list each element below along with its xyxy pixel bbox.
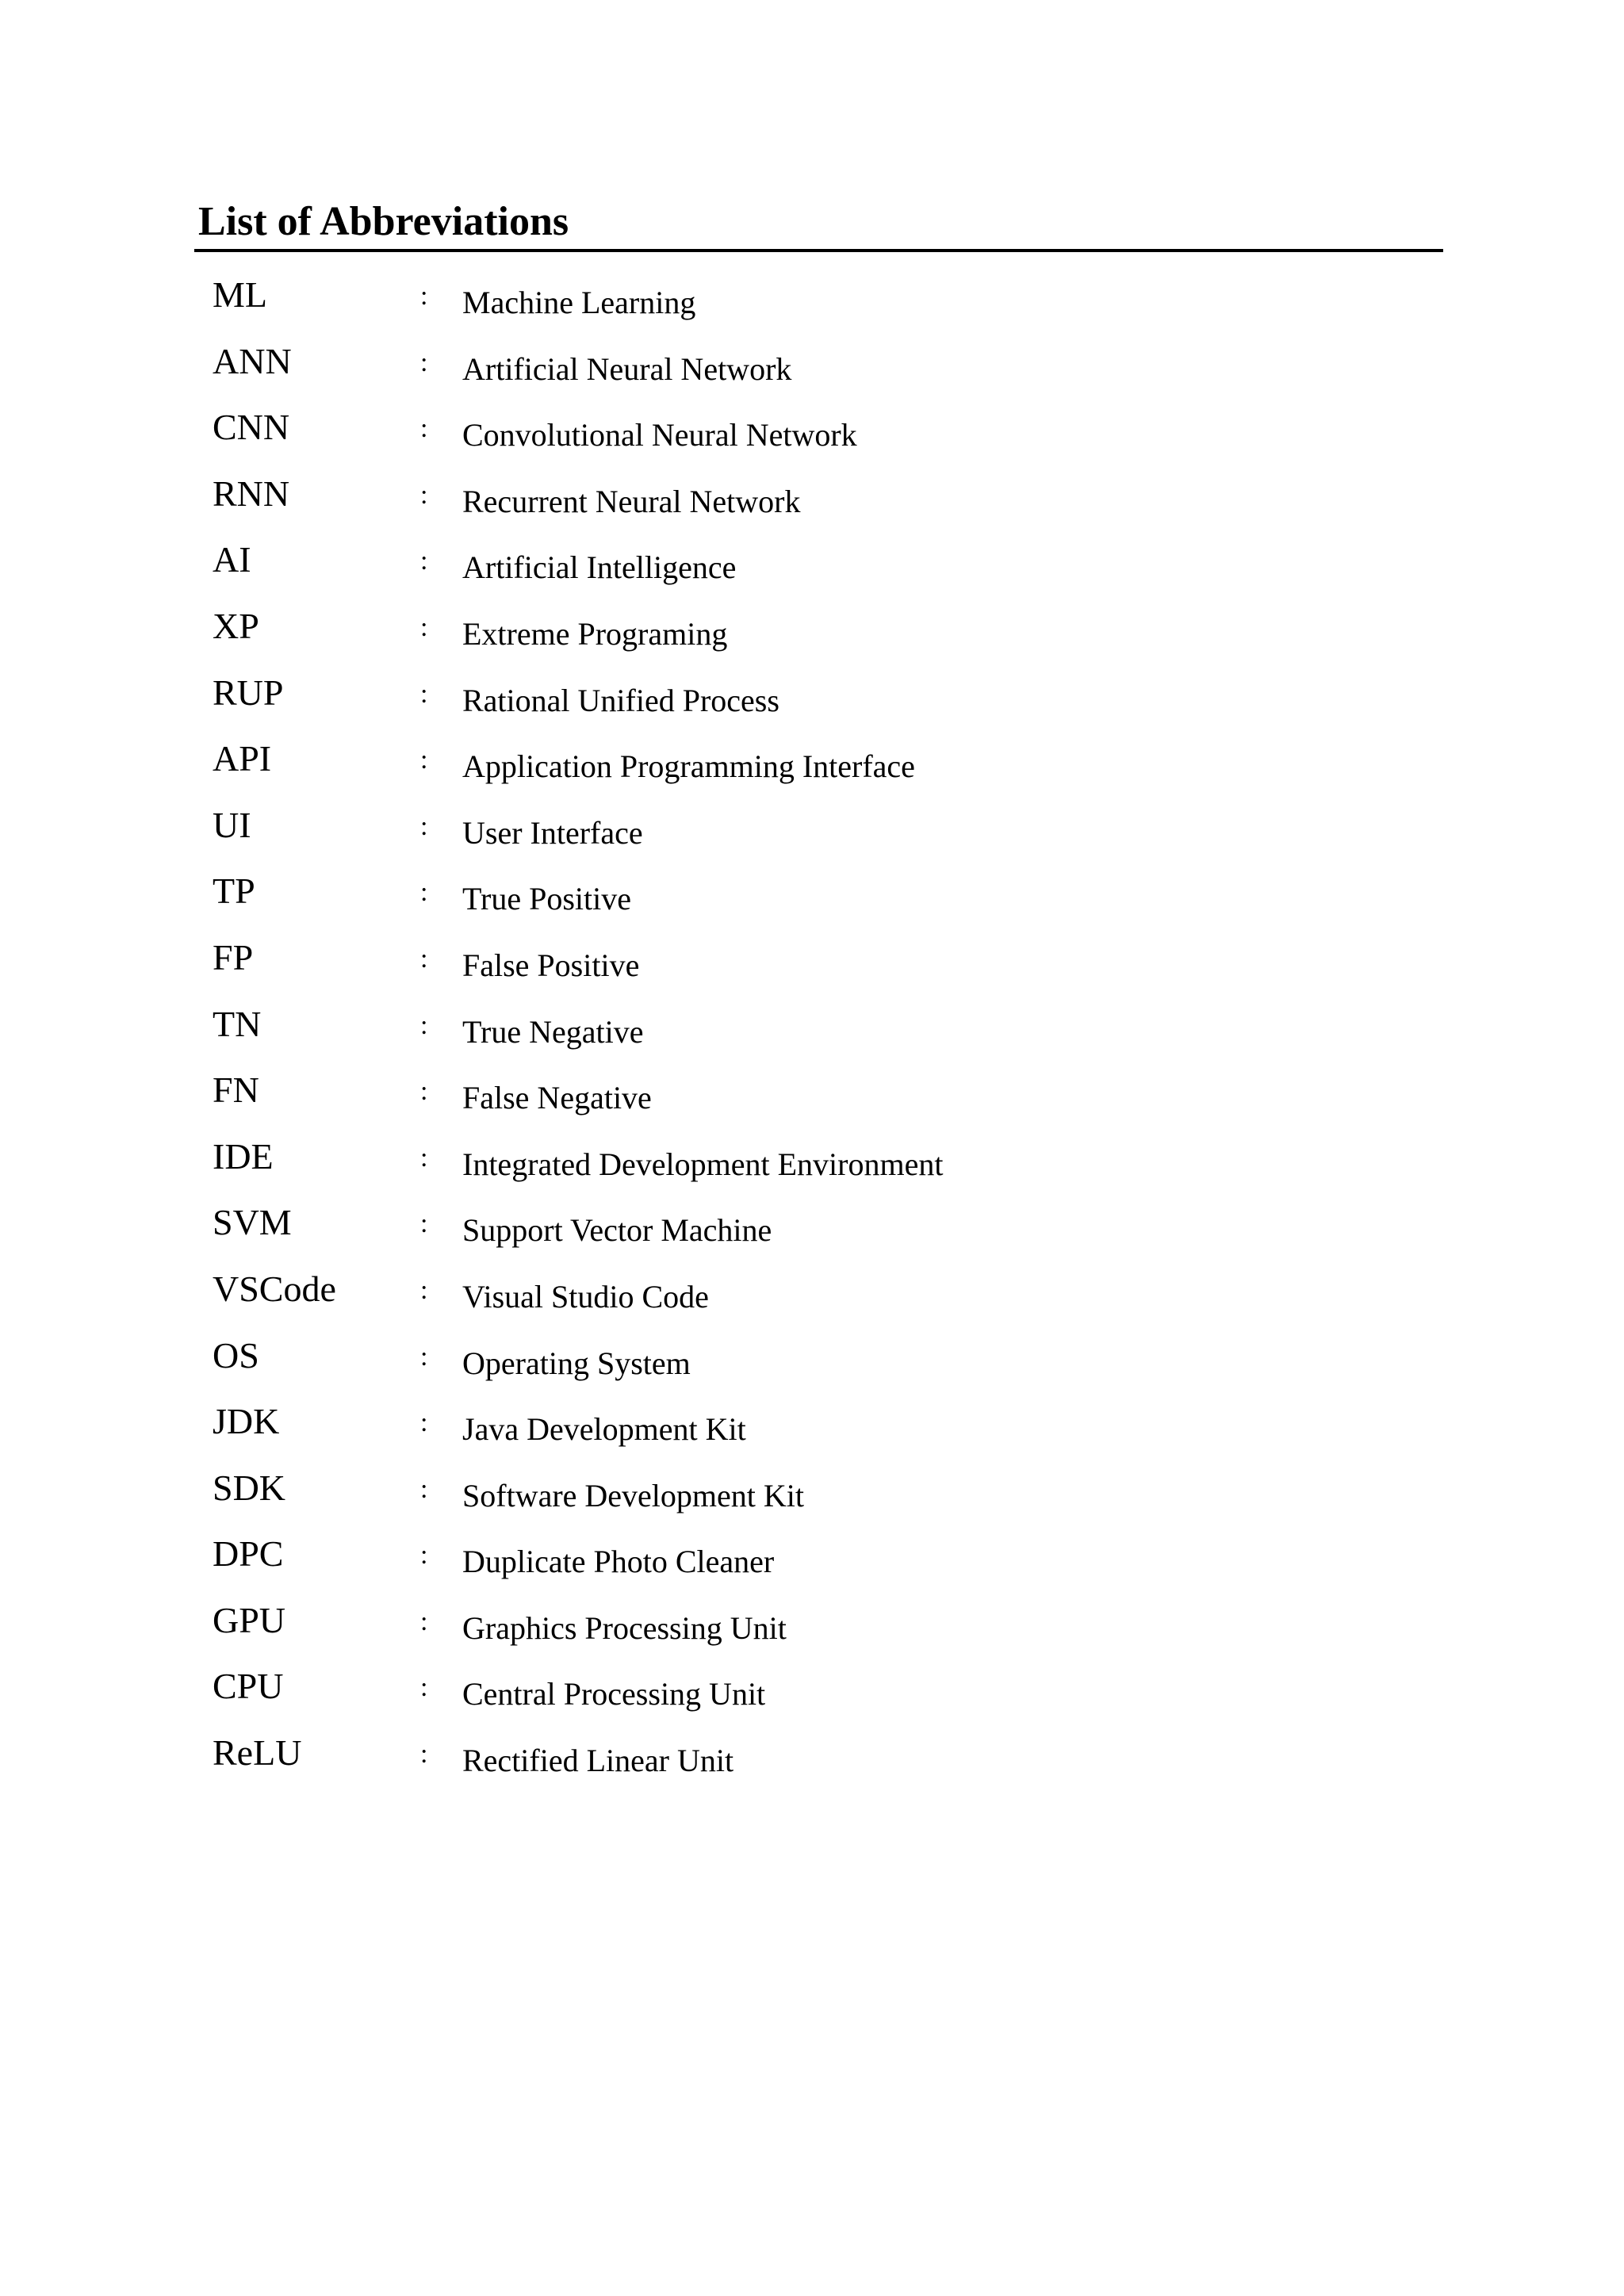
abbreviation-row (0, 1396, 1624, 1463)
abbreviation-row (0, 932, 1624, 999)
abbreviation-definition: False Positive (462, 947, 640, 983)
abbreviation-term: TP (213, 871, 255, 912)
abbreviation-separator: : (420, 1341, 428, 1372)
abbreviation-separator: : (420, 546, 428, 576)
abbreviation-term: RUP (213, 672, 284, 713)
abbreviation-row (0, 1264, 1624, 1330)
abbreviation-separator: : (420, 1540, 428, 1571)
abbreviation-separator: : (420, 612, 428, 642)
abbreviation-separator: : (420, 1408, 428, 1438)
abbreviation-definition: Rectified Linear Unit (462, 1743, 734, 1779)
abbreviation-definition: Convolutional Neural Network (462, 417, 857, 453)
abbreviation-definition: True Negative (462, 1013, 644, 1050)
abbreviation-separator: : (420, 745, 428, 775)
abbreviation-separator: : (420, 347, 428, 377)
abbreviation-row (0, 1131, 1624, 1198)
abbreviation-term: IDE (213, 1135, 274, 1177)
abbreviation-definition: Operating System (462, 1345, 691, 1381)
abbreviation-term: FP (213, 936, 254, 978)
abbreviation-term: UI (213, 804, 251, 845)
abbreviation-row (0, 733, 1624, 800)
abbreviation-separator: : (420, 1209, 428, 1239)
abbreviation-term: SDK (213, 1467, 286, 1508)
abbreviation-term: CNN (213, 407, 290, 448)
abbreviation-separator: : (420, 1010, 428, 1040)
abbreviation-term: ANN (213, 340, 292, 381)
abbreviation-term: API (213, 738, 272, 779)
abbreviation-row (0, 1065, 1624, 1131)
abbreviation-term: TN (213, 1003, 262, 1044)
abbreviation-term: GPU (213, 1599, 286, 1640)
abbreviation-separator: : (420, 1606, 428, 1636)
abbreviation-row (0, 668, 1624, 734)
abbreviation-definition: False Negative (462, 1080, 652, 1116)
abbreviation-separator: : (420, 1275, 428, 1305)
abbreviation-term: RNN (213, 473, 290, 514)
abbreviation-row (0, 1330, 1624, 1397)
abbreviation-term: ReLU (213, 1732, 302, 1774)
abbreviation-definition: Rational Unified Process (462, 682, 779, 718)
abbreviation-row (0, 469, 1624, 535)
abbreviation-separator: : (420, 679, 428, 709)
abbreviation-term: AI (213, 539, 251, 580)
page-title: List of Abbreviations (198, 199, 569, 244)
abbreviation-separator: : (420, 943, 428, 974)
abbreviation-separator: : (420, 281, 428, 311)
abbreviation-row (0, 1197, 1624, 1264)
abbreviation-separator: : (420, 878, 428, 908)
abbreviation-term: FN (213, 1070, 259, 1111)
abbreviation-definition: Extreme Programing (462, 615, 728, 652)
abbreviation-definition: Visual Studio Code (462, 1278, 709, 1314)
abbreviation-definition: Graphics Processing Unit (462, 1609, 787, 1646)
abbreviation-definition: User Interface (462, 814, 643, 851)
abbreviation-separator: : (420, 480, 428, 510)
abbreviation-separator: : (420, 1474, 428, 1504)
abbreviation-row (0, 1463, 1624, 1529)
abbreviation-term: CPU (213, 1666, 284, 1707)
abbreviation-definition: Artificial Neural Network (462, 350, 792, 387)
abbreviation-row (0, 800, 1624, 867)
abbreviation-term: XP (213, 605, 259, 646)
abbreviation-row (0, 402, 1624, 469)
abbreviation-row (0, 534, 1624, 601)
abbreviation-definition: Software Development Kit (462, 1477, 804, 1513)
abbreviation-definition: Support Vector Machine (462, 1212, 772, 1249)
abbreviation-separator: : (420, 1673, 428, 1703)
abbreviation-definition: Integrated Development Environment (462, 1146, 944, 1182)
abbreviation-separator: : (420, 1739, 428, 1770)
abbreviation-row (0, 601, 1624, 668)
abbreviation-term: OS (213, 1334, 259, 1376)
abbreviation-term: JDK (213, 1401, 280, 1442)
abbreviation-row (0, 1595, 1624, 1662)
abbreviation-definition: Application Programming Interface (462, 748, 915, 785)
abbreviation-definition: True Positive (462, 881, 632, 917)
abbreviation-term: ML (213, 274, 267, 315)
abbreviation-definition: Machine Learning (462, 285, 696, 320)
abbreviation-term: VSCode (213, 1268, 336, 1309)
abbreviation-row (0, 270, 1624, 336)
abbreviation-row (0, 1529, 1624, 1595)
abbreviation-separator: : (420, 1077, 428, 1107)
title-underline (194, 249, 1443, 252)
abbreviation-separator: : (420, 414, 428, 444)
abbreviation-definition: Recurrent Neural Network (462, 483, 801, 519)
abbreviation-separator: : (420, 811, 428, 841)
abbreviation-definition: Duplicate Photo Cleaner (462, 1544, 775, 1580)
abbreviation-row (0, 1728, 1624, 1794)
abbreviation-separator: : (420, 1142, 428, 1173)
abbreviation-row (0, 1661, 1624, 1728)
abbreviation-term: DPC (213, 1533, 284, 1575)
abbreviation-list (0, 270, 1624, 1794)
abbreviation-row (0, 866, 1624, 932)
abbreviation-definition: Central Processing Unit (462, 1676, 766, 1712)
abbreviation-row (0, 999, 1624, 1066)
abbreviation-definition: Artificial Intelligence (462, 549, 737, 586)
abbreviation-term: SVM (213, 1202, 292, 1243)
abbreviation-definition: Java Development Kit (462, 1411, 746, 1448)
abbreviation-row (0, 336, 1624, 403)
